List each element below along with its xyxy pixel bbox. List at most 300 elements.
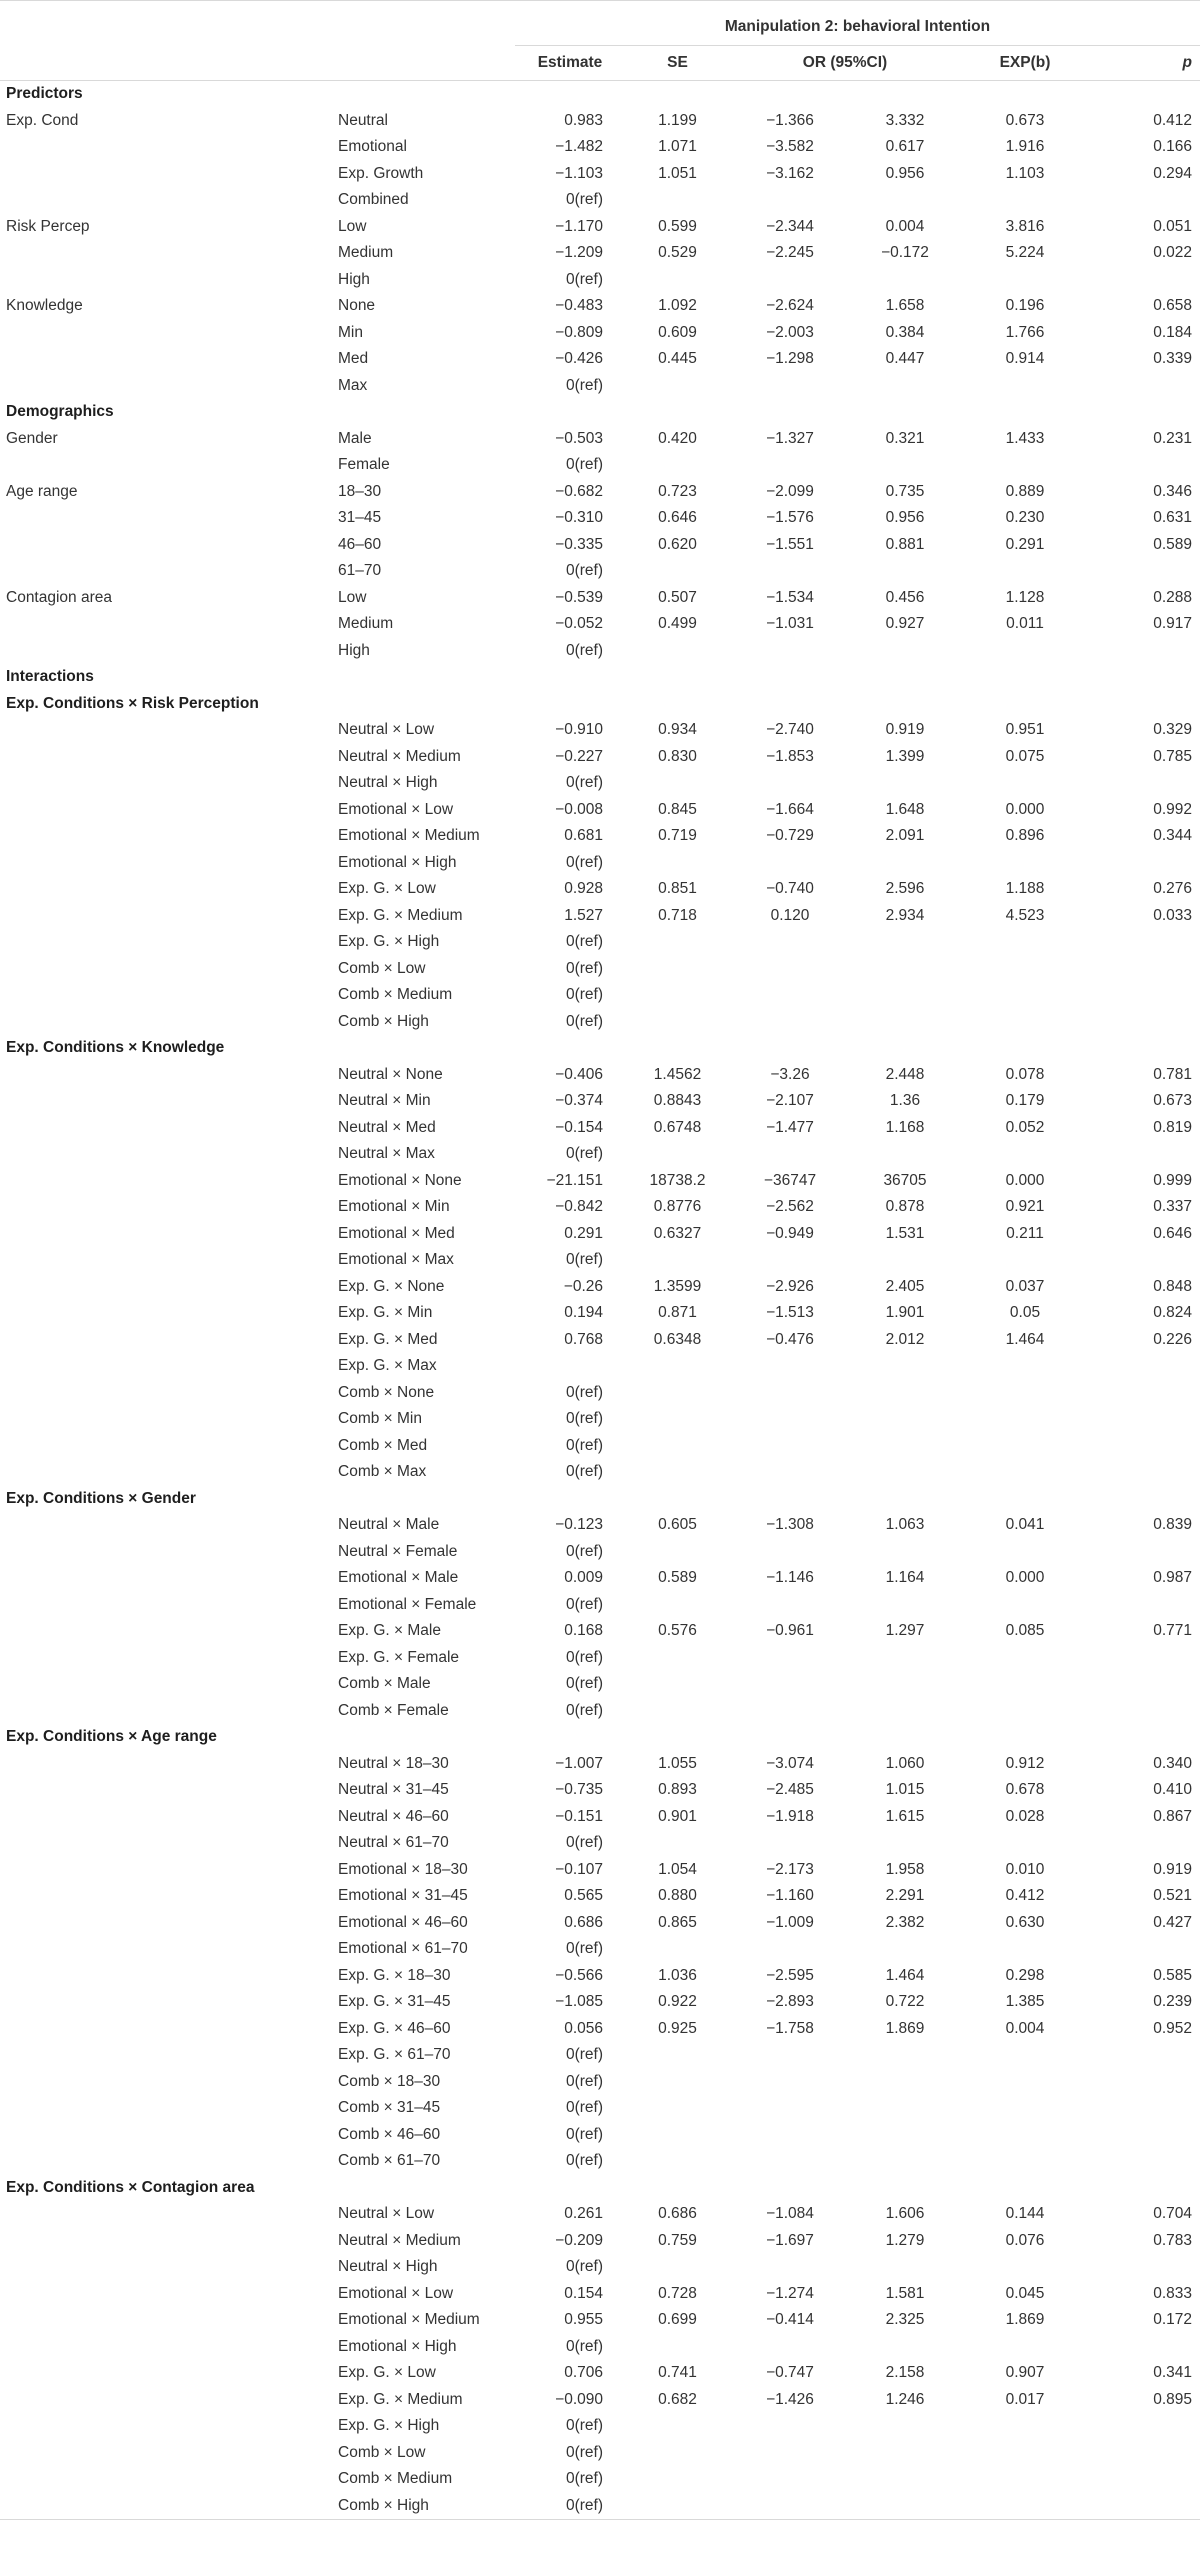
or-lower-cell: −1.664 (766, 800, 814, 818)
level-cell: Neutral × Low (338, 721, 435, 738)
section-row (0, 691, 1200, 718)
or-lower-cell (730, 929, 850, 956)
table-row (0, 1645, 1200, 1672)
exp-cell (960, 1353, 1090, 1380)
table-row (0, 1009, 1200, 1036)
exp-cell: 0.630 (1005, 1913, 1045, 1931)
table-row (0, 1592, 1200, 1619)
exp-cell: 0.951 (1005, 721, 1045, 738)
p-value-cell (1090, 638, 1200, 665)
p-value-cell (1090, 770, 1200, 797)
exp-cell: 0.196 (1005, 297, 1045, 314)
se-cell (625, 929, 730, 956)
estimate-cell: 0.261 (564, 2205, 603, 2222)
estimate-cell: 0(ref) (565, 1648, 603, 1666)
or-upper-cell: 0.927 (885, 615, 925, 632)
se-cell: 0.901 (658, 1807, 697, 1825)
se-cell (625, 1592, 730, 1619)
or-upper-cell: 1.464 (885, 1966, 925, 1984)
or-upper-cell: 1.901 (885, 1304, 925, 1321)
se-cell: 0.507 (658, 588, 697, 606)
se-cell (625, 2122, 730, 2149)
exp-cell: 1.869 (1005, 2311, 1045, 2328)
level-cell: Comb × Female (338, 1701, 449, 1719)
estimate-cell: 0.056 (564, 2019, 603, 2037)
p-value-cell (1090, 267, 1200, 294)
table-row (0, 1883, 1200, 1910)
level-cell: Exp. G. × Max (338, 1357, 437, 1374)
or-upper-cell: 1.658 (885, 297, 925, 314)
se-cell (625, 1406, 730, 1433)
exp-cell: 0.011 (1006, 615, 1044, 632)
estimate-cell: 0(ref) (565, 933, 603, 950)
level-cell: Exp. G. × Min (338, 1304, 433, 1321)
p-value-cell: 0.226 (1153, 1330, 1192, 1348)
se-cell: 0.893 (658, 1781, 697, 1798)
table-row (0, 2440, 1200, 2467)
level-cell: Emotional × Medium (338, 827, 480, 844)
table-row (0, 2122, 1200, 2149)
se-cell (625, 982, 730, 1009)
predictor-cell (0, 1062, 330, 1089)
se-cell (625, 452, 730, 479)
or-upper-cell: 1.615 (885, 1807, 925, 1825)
table-row (0, 1406, 1200, 1433)
estimate-cell: 0(ref) (565, 376, 603, 394)
section-heading: Exp. Conditions × Age range (6, 1728, 217, 1745)
exp-cell: 0.075 (1005, 747, 1045, 765)
level-cell: Emotional × 31–45 (338, 1887, 468, 1904)
p-value-cell: 0.239 (1153, 1993, 1192, 2010)
or-upper-cell: 1.648 (885, 800, 925, 818)
estimate-cell: −0.483 (555, 297, 603, 314)
level-cell: Exp. G. × 61–70 (338, 2046, 451, 2063)
predictor-cell (0, 2440, 330, 2467)
p-value-cell: 0.824 (1153, 1304, 1192, 1321)
estimate-cell: −0.910 (555, 721, 603, 738)
table-row (0, 558, 1200, 585)
level-cell: Comb × Medium (338, 986, 453, 1003)
level-cell: High (338, 641, 370, 659)
estimate-cell: −0.842 (555, 1198, 603, 1215)
or-lower-cell (730, 2440, 850, 2467)
table-row (0, 1380, 1200, 1407)
exp-cell: 1.128 (1005, 588, 1045, 606)
predictor-cell (0, 876, 330, 903)
level-cell: Comb × 46–60 (338, 2125, 441, 2143)
p-value-cell: 0.839 (1153, 1516, 1192, 1533)
level-cell: Neutral × 61–70 (338, 1834, 449, 1851)
or-upper-cell: 0.722 (885, 1993, 925, 2010)
table-row (0, 1565, 1200, 1592)
p-value-cell: 0.917 (1153, 615, 1192, 632)
or-upper-cell (850, 1936, 960, 1963)
table-row (0, 1088, 1200, 1115)
table-row (0, 1671, 1200, 1698)
level-cell: Comb × High (338, 1012, 429, 1030)
table-row (0, 744, 1200, 771)
or-upper-cell (850, 2042, 960, 2069)
table-row (0, 1698, 1200, 1725)
or-upper-cell (850, 2334, 960, 2361)
estimate-cell: 0(ref) (565, 2046, 603, 2063)
or-lower-cell: −3.162 (766, 164, 814, 182)
table-row (0, 1300, 1200, 1327)
table-row (0, 2228, 1200, 2255)
exp-cell (960, 1247, 1090, 1274)
table-row (0, 1141, 1200, 1168)
table-row (0, 1327, 1200, 1354)
estimate-cell: 0(ref) (565, 1251, 603, 1268)
or-upper-cell (850, 1380, 960, 1407)
level-cell: Exp. G. × High (338, 933, 440, 950)
predictor-cell (0, 2493, 330, 2520)
table-row (0, 1539, 1200, 1566)
table-row (0, 1751, 1200, 1778)
se-cell (625, 1141, 730, 1168)
table-row (0, 1963, 1200, 1990)
predictor-cell (0, 1168, 330, 1195)
or-lower-cell: 0.120 (770, 906, 810, 924)
estimate-cell: 0.686 (564, 1913, 603, 1931)
se-cell (625, 638, 730, 665)
or-lower-cell (730, 2042, 850, 2069)
or-lower-cell (730, 1539, 850, 1566)
table-row (0, 1618, 1200, 1645)
exp-cell: 0.291 (1005, 535, 1045, 553)
exp-cell (960, 1645, 1090, 1672)
se-cell (625, 770, 730, 797)
predictor-cell (0, 638, 330, 665)
or-lower-cell: −0.961 (766, 1622, 814, 1639)
exp-cell (960, 2334, 1090, 2361)
exp-cell (960, 2069, 1090, 2096)
or-upper-cell (850, 1353, 960, 1380)
estimate-cell: 0(ref) (565, 1834, 603, 1851)
or-upper-cell (850, 1830, 960, 1857)
or-lower-cell: −2.740 (766, 721, 814, 738)
predictor-cell (0, 2228, 330, 2255)
p-value-cell: 0.288 (1153, 588, 1192, 606)
estimate-cell: −0.154 (555, 1118, 603, 1136)
level-cell: Neutral × Medium (338, 747, 461, 765)
estimate-cell: 0.955 (564, 2311, 603, 2328)
predictor-cell (0, 1883, 330, 1910)
or-upper-cell: 2.325 (885, 2311, 925, 2328)
p-value-cell (1090, 1671, 1200, 1698)
estimate-cell: −21.151 (546, 1171, 603, 1189)
p-value-cell: 0.341 (1153, 2364, 1192, 2381)
p-value-cell: 0.294 (1153, 164, 1192, 182)
se-cell: 18738.2 (649, 1171, 706, 1189)
predictor-cell (0, 240, 330, 267)
predictor-cell (0, 267, 330, 294)
estimate-cell: −0.426 (555, 350, 603, 367)
level-cell: Medium (338, 244, 394, 261)
or-upper-cell: 0.004 (885, 217, 925, 235)
level-cell: Comb × Min (338, 1410, 422, 1427)
predictor-cell (0, 1698, 330, 1725)
p-value-cell (1090, 1645, 1200, 1672)
se-cell: 0.934 (658, 721, 697, 738)
table-row (0, 956, 1200, 983)
section-heading: Exp. Conditions × Knowledge (6, 1039, 225, 1056)
p-value-cell: 0.033 (1153, 906, 1192, 924)
table-row (0, 1989, 1200, 2016)
se-cell: 0.922 (658, 1993, 697, 2010)
se-cell: 0.682 (658, 2390, 697, 2408)
predictor-cell (0, 929, 330, 956)
predictor-cell (0, 956, 330, 983)
level-cell: Neutral × 46–60 (338, 1807, 449, 1825)
table-row (0, 929, 1200, 956)
p-value-cell (1090, 2254, 1200, 2281)
predictor-cell (0, 505, 330, 532)
or-upper-cell (850, 2440, 960, 2467)
predictor-cell (0, 1777, 330, 1804)
predictor-cell (0, 1989, 330, 2016)
exp-cell (960, 1592, 1090, 1619)
level-cell: Neutral × 18–30 (338, 1754, 449, 1772)
or-lower-cell: −0.949 (766, 1224, 814, 1242)
or-lower-cell: −1.366 (766, 111, 814, 129)
se-cell (625, 2095, 730, 2122)
level-cell: Emotional × High (338, 2337, 457, 2355)
or-lower-cell (730, 2095, 850, 2122)
exp-cell: 0.889 (1005, 482, 1045, 500)
table-row (0, 320, 1200, 347)
estimate-cell: 0(ref) (565, 562, 603, 579)
level-cell: Emotional (338, 138, 407, 155)
exp-cell: 1.916 (1005, 138, 1045, 155)
table-row (0, 638, 1200, 665)
predictor-cell (0, 903, 330, 930)
estimate-cell: 0(ref) (565, 1410, 603, 1427)
table-row (0, 2201, 1200, 2228)
or-upper-cell: 1.297 (885, 1622, 925, 1639)
estimate-cell: 0(ref) (565, 1145, 603, 1162)
p-value-cell: 0.329 (1153, 721, 1192, 738)
exp-cell: 0.912 (1005, 1754, 1045, 1772)
se-cell: 1.199 (658, 111, 697, 129)
exp-cell: 0.678 (1005, 1781, 1045, 1798)
p-value-cell (1090, 1380, 1200, 1407)
table-row (0, 770, 1200, 797)
table-row (0, 2334, 1200, 2361)
predictor-cell (0, 1618, 330, 1645)
p-value-cell (1090, 2122, 1200, 2149)
or-lower-cell (730, 2254, 850, 2281)
table-row (0, 2095, 1200, 2122)
level-cell: Emotional × Med (338, 1224, 455, 1242)
predictor-cell (0, 1936, 330, 1963)
predictor-cell (0, 2201, 330, 2228)
exp-cell (960, 1141, 1090, 1168)
table-row (0, 532, 1200, 559)
se-cell: 0.925 (658, 2019, 697, 2037)
level-cell: Comb × 18–30 (338, 2072, 441, 2090)
level-cell: Comb × 61–70 (338, 2152, 441, 2169)
or-lower-cell (730, 558, 850, 585)
level-cell: 61–70 (338, 562, 382, 579)
table-row (0, 903, 1200, 930)
or-upper-cell: 0.735 (885, 482, 925, 500)
exp-cell (960, 2254, 1090, 2281)
p-value-cell: 0.781 (1153, 1065, 1192, 1083)
p-value-cell (1090, 1830, 1200, 1857)
or-lower-cell (730, 2413, 850, 2440)
predictor-cell (0, 2387, 330, 2414)
or-upper-cell: 0.881 (885, 535, 925, 553)
estimate-cell: 0(ref) (565, 1012, 603, 1030)
predictor-cell (0, 1353, 330, 1380)
exp-cell: 0.045 (1005, 2284, 1045, 2302)
table-row (0, 1247, 1200, 1274)
p-value-cell (1090, 2493, 1200, 2520)
estimate-header: Estimate (515, 46, 625, 81)
se-cell (625, 1459, 730, 1486)
se-cell: 0.699 (658, 2311, 697, 2328)
predictor-cell (0, 611, 330, 638)
p-value-cell (1090, 1539, 1200, 1566)
predictor-cell (0, 2042, 330, 2069)
or-lower-cell: −3.582 (766, 138, 814, 155)
or-lower-cell: −2.624 (766, 297, 814, 314)
level-cell: Neutral × High (338, 2258, 438, 2275)
table-row (0, 134, 1200, 161)
or-lower-cell (730, 638, 850, 665)
predictor-cell (0, 532, 330, 559)
level-cell: Emotional × 61–70 (338, 1940, 468, 1957)
level-cell: Medium (338, 615, 394, 632)
level-cell: Comb × 31–45 (338, 2099, 441, 2116)
table-row (0, 1194, 1200, 1221)
or-lower-cell (730, 1009, 850, 1036)
or-lower-cell (730, 982, 850, 1009)
or-lower-cell (730, 2334, 850, 2361)
p-value-cell: 0.771 (1153, 1622, 1192, 1639)
p-value-cell: 0.867 (1153, 1807, 1192, 1825)
exp-cell (960, 2493, 1090, 2520)
se-cell: 0.499 (658, 615, 697, 632)
exp-cell: 5.224 (1005, 244, 1045, 261)
estimate-cell: 0.194 (564, 1304, 603, 1321)
exp-cell: 0.914 (1005, 350, 1045, 367)
or-lower-cell: −1.853 (766, 747, 814, 765)
level-cell: Neutral (338, 111, 388, 129)
level-cell: Neutral × High (338, 774, 438, 791)
p-value-cell: 0.339 (1153, 350, 1192, 367)
level-cell: Exp. G. × 46–60 (338, 2019, 451, 2037)
estimate-cell: 0(ref) (565, 1542, 603, 1560)
or-upper-cell (850, 2148, 960, 2175)
or-lower-cell (730, 1592, 850, 1619)
or-lower-cell (730, 770, 850, 797)
predictor-cell (0, 1009, 330, 1036)
or-lower-cell: −2.485 (766, 1781, 814, 1798)
predictor-cell (0, 1141, 330, 1168)
exp-cell (960, 638, 1090, 665)
se-cell: 0.830 (658, 747, 697, 765)
estimate-cell: 0(ref) (565, 959, 603, 977)
or-upper-cell: 2.291 (885, 1887, 925, 1904)
level-cell: Emotional × Medium (338, 2311, 480, 2328)
or-upper-cell (850, 2413, 960, 2440)
predictor-cell (0, 2254, 330, 2281)
or-upper-cell (850, 956, 960, 983)
or-lower-cell (730, 1645, 850, 1672)
p-value-cell: 0.585 (1153, 1966, 1192, 1984)
or-upper-cell (850, 2466, 960, 2493)
p-value-cell: 0.658 (1153, 297, 1192, 314)
se-cell: 0.529 (658, 244, 697, 261)
or-upper-cell (850, 452, 960, 479)
section-row (0, 1486, 1200, 1513)
predictor-cell (0, 558, 330, 585)
table-row (0, 1433, 1200, 1460)
estimate-cell: −0.052 (555, 615, 603, 632)
or-upper-cell (850, 1009, 960, 1036)
exp-cell (960, 2466, 1090, 2493)
level-cell: Emotional × 18–30 (338, 1860, 468, 1878)
predictor-cell (0, 1221, 330, 1248)
or-lower-cell: −1.477 (766, 1118, 814, 1136)
level-cell: 31–45 (338, 509, 382, 526)
exp-cell: 0.004 (1005, 2019, 1045, 2037)
or-lower-cell (730, 1353, 850, 1380)
se-cell (625, 558, 730, 585)
se-cell: 0.8843 (653, 1092, 702, 1109)
estimate-cell: −0.008 (555, 800, 603, 818)
predictor-cell (0, 161, 330, 188)
p-value-cell: 0.172 (1153, 2311, 1192, 2328)
table-row (0, 2148, 1200, 2175)
or-lower-cell (730, 1459, 850, 1486)
or-lower-cell (730, 1936, 850, 1963)
se-cell: 0.865 (658, 1913, 697, 1931)
se-cell: 0.8776 (653, 1198, 702, 1215)
or-upper-cell: 3.332 (885, 111, 925, 129)
level-cell: Comb × Male (338, 1675, 431, 1692)
section-heading: Predictors (6, 85, 83, 102)
se-cell (625, 2042, 730, 2069)
level-cell: Emotional × Low (338, 800, 454, 818)
estimate-cell: 0.291 (564, 1224, 603, 1242)
or-lower-cell: −0.729 (766, 827, 814, 844)
predictor-cell (0, 2360, 330, 2387)
estimate-cell: −1.482 (555, 138, 603, 155)
or-lower-cell: −1.534 (766, 588, 814, 606)
or-upper-cell (850, 638, 960, 665)
or-lower-cell (730, 373, 850, 400)
table-row (0, 1857, 1200, 1884)
table-row (0, 161, 1200, 188)
or-upper-cell: 1.015 (885, 1781, 925, 1798)
estimate-cell: 0.168 (564, 1622, 603, 1639)
estimate-cell: 0(ref) (565, 1675, 603, 1692)
level-cell: Neutral × Max (338, 1145, 435, 1162)
or-upper-cell (850, 1698, 960, 1725)
estimate-cell: −0.123 (555, 1516, 603, 1533)
se-cell: 0.646 (658, 509, 697, 526)
level-cell: Male (338, 429, 372, 447)
p-value-cell: 0.166 (1153, 138, 1192, 155)
level-cell: Med (338, 350, 369, 367)
predictor-cell (0, 2095, 330, 2122)
se-cell (625, 267, 730, 294)
level-cell: High (338, 270, 370, 288)
level-cell: Min (338, 323, 363, 341)
